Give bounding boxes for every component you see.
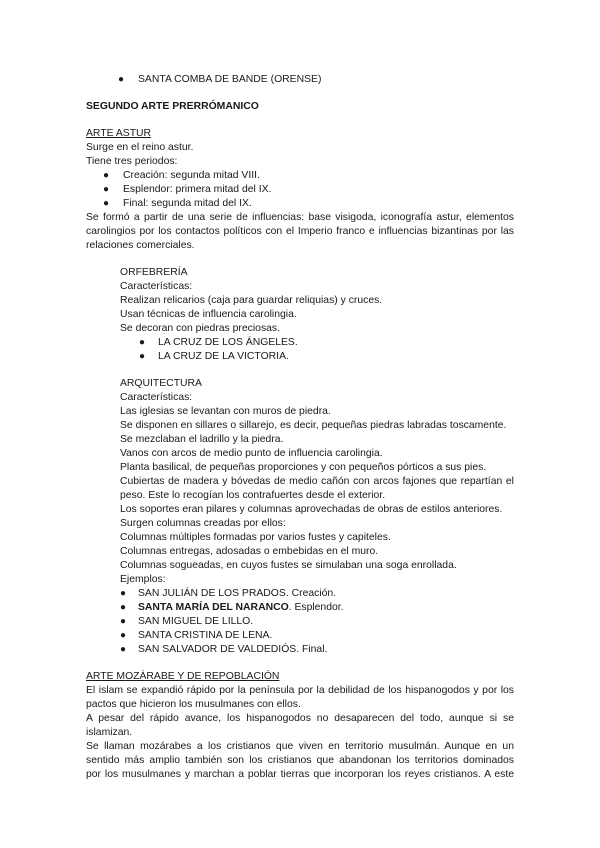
astur-intro-1: Surge en el reino astur.	[86, 142, 194, 153]
mozarabe-paragraph-line: sentido más amplio también son los cristianos que abandonan los territorios dominados	[86, 755, 514, 766]
arquitectura-line: Surgen columnas creadas por ellos:	[120, 518, 286, 529]
example-name: SAN MIGUEL DE LILLO.	[138, 616, 254, 627]
bullet-icon: ●	[103, 170, 110, 181]
mozarabe-paragraph-line: Se llaman mozárabes a los cristianos que viven en territorio musulmán. Aunque en un	[86, 741, 514, 752]
arquitectura-line: Se disponen en sillares o sillarejo, es decir, pequeñas piedras labradas toscamente.	[120, 420, 507, 431]
mozarabe-paragraph-line: islamizan.	[86, 727, 133, 738]
arquitectura-line: Planta basilical, de pequeñas proporciones y con pequeños pórticos a sus pies.	[120, 462, 487, 473]
mozarabe-paragraph-line: El islam se expandió rápido por la península por la debilidad de los hispanogodos y por los	[86, 685, 514, 696]
astur-paragraph-line: relaciones comerciales.	[86, 240, 195, 251]
arquitectura-line: Columnas entregas, adosadas o embebidas en el muro.	[120, 546, 379, 557]
orfebreria-line: Se decoran con piedras preciosas.	[120, 323, 280, 334]
bullet-icon: ●	[103, 198, 110, 209]
bullet-icon: ●	[120, 588, 127, 599]
arquitectura-line: Las iglesias se levantan con muros de piedra.	[120, 406, 331, 417]
bullet-icon: ●	[139, 337, 146, 348]
bullet-icon: ●	[120, 602, 127, 613]
example-item	[138, 601, 344, 614]
example-item	[138, 643, 327, 656]
arquitectura-line: Se mezclaban el ladrillo y la piedra.	[120, 434, 284, 445]
bullet-icon: ●	[118, 74, 125, 85]
arquitectura-line: Vanos con arcos de medio punto de influencia carolingia.	[120, 448, 383, 459]
period-item: Creación: segunda mitad VIII.	[123, 170, 260, 181]
example-item	[138, 587, 336, 600]
astur-paragraph-line: Se formó a partir de una serie de influencias: base visigoda, iconografía astur, elementos	[86, 212, 514, 223]
example-name: SAN JULIÁN DE LOS PRADOS.	[138, 588, 289, 599]
arquitectura-line: peso. Este lo recogían los contrafuertes desde el exterior.	[120, 490, 386, 501]
orfebreria-line: Realizan relicarios (caja para guardar reliquias) y cruces.	[120, 295, 383, 306]
period-item: Esplendor: primera mitad del IX.	[123, 184, 272, 195]
section-title: SEGUNDO ARTE PRERRÓMANICO	[86, 101, 259, 112]
example-name: SANTA CRISTINA DE LENA.	[138, 630, 273, 641]
orfebreria-item: LA CRUZ DE LA VICTORIA.	[158, 351, 289, 362]
arquitectura-heading: ARQUITECTURA	[120, 378, 202, 389]
arquitectura-line: Ejemplos:	[120, 574, 166, 585]
example-name: SAN SALVADOR DE VALDEDIÓS.	[138, 644, 300, 655]
arquitectura-line: Características:	[120, 392, 193, 403]
astur-intro-2: Tiene tres periodos:	[86, 156, 178, 167]
bullet-icon: ●	[120, 616, 127, 627]
example-name: SANTA MARÍA DEL NARANCO	[138, 602, 289, 613]
example-note: Final.	[299, 644, 328, 655]
mozarabe-heading: ARTE MOZÁRABE Y DE REPOBLACIÓN	[86, 671, 280, 682]
example-item	[138, 629, 272, 642]
astur-paragraph-line: carolingios por los contactos políticos con el Imperio franco e influencias bizantinas por las	[86, 226, 514, 237]
mozarabe-paragraph-line: A pesar del rápido avance, los hispanogodos no desaparecen del todo, aunque si se	[86, 713, 514, 724]
orfebreria-line: Usan técnicas de influencia carolingia.	[120, 309, 297, 320]
bullet-icon: ●	[139, 351, 146, 362]
mozarabe-paragraph-line: pactos que hicieron los musulmanes con ellos.	[86, 699, 301, 710]
example-item	[138, 615, 253, 628]
example-note: Creación.	[288, 588, 337, 599]
orfebreria-item: LA CRUZ DE LOS ÁNGELES.	[158, 337, 298, 348]
bullet-icon: ●	[120, 630, 127, 641]
arquitectura-line: Cubiertas de madera y bóvedas de medio cañón con arcos fajones que repartían el	[120, 476, 514, 487]
mozarabe-paragraph-line: por los musulmanes y marchan a poblar tierras que incorporan los reyes cristianos. A este	[86, 769, 514, 780]
bullet-icon: ●	[120, 644, 127, 655]
arquitectura-line: Columnas sogueadas, en cuyos fustes se simulaban una soga enrollada.	[120, 560, 457, 571]
arquitectura-line: Columnas múltiples formadas por varios fustes y capiteles.	[120, 532, 391, 543]
top-list-item: SANTA COMBA DE BANDE (ORENSE)	[138, 74, 322, 85]
period-item: Final: segunda mitad del IX.	[123, 198, 252, 209]
orfebreria-heading: ORFEBRERÍA	[120, 267, 188, 278]
example-note: . Esplendor.	[288, 602, 344, 613]
bullet-icon: ●	[103, 184, 110, 195]
arquitectura-line: Los soportes eran pilares y columnas aprovechadas de obras de estilos anteriores.	[120, 504, 503, 515]
astur-heading: ARTE ASTUR	[86, 128, 152, 139]
orfebreria-line: Características:	[120, 281, 193, 292]
